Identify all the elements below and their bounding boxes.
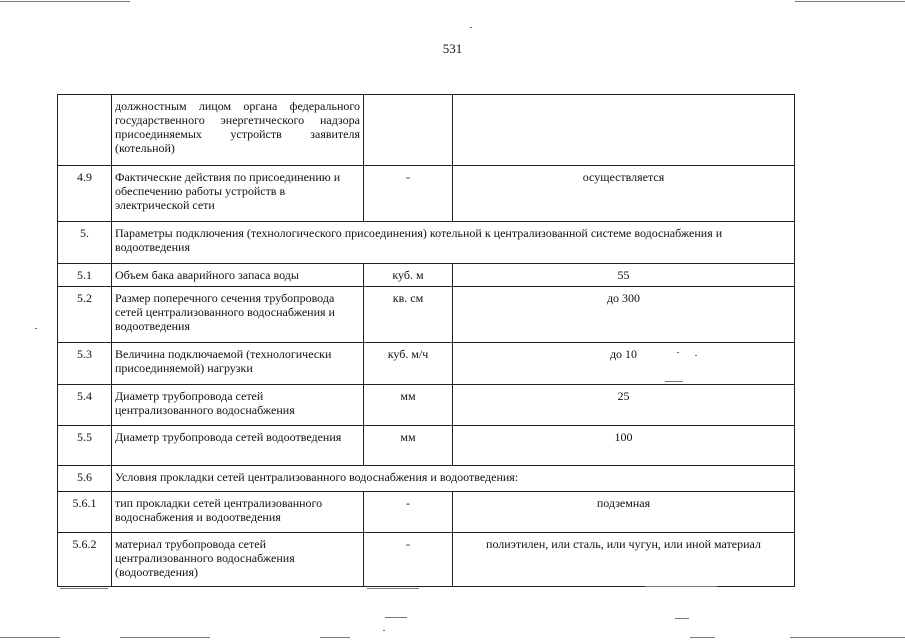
scan-artifact <box>35 328 37 329</box>
table-row <box>58 264 795 287</box>
row-name: материал трубопровода сетей централизованного водоснабжения (водоотведения) <box>112 533 364 587</box>
row-unit: куб. м/ч <box>364 343 453 385</box>
row-number: 5.1 <box>58 264 112 287</box>
row-value: 25 <box>453 385 795 426</box>
row-number: 5.6 <box>58 466 112 492</box>
row-name: Объем бака аварийного запаса воды <box>112 264 364 287</box>
table-row <box>58 287 795 343</box>
row-unit: мм <box>364 385 453 426</box>
row-name: Диаметр трубопровода сетей водоотведения <box>112 426 364 466</box>
row-number: 5.6.2 <box>58 533 112 587</box>
scan-artifact <box>320 637 350 638</box>
scan-artifact <box>645 586 717 587</box>
row-name: Величина подключаемой (технологически присоединяемой) нагрузки <box>112 343 364 385</box>
parameters-table <box>57 94 795 587</box>
table-row <box>58 95 795 166</box>
row-unit: - <box>364 533 453 587</box>
row-name: тип прокладки сетей централизованного водоснабжения и водоотведения <box>112 492 364 533</box>
row-name: Диаметр трубопровода сетей централизованного водоснабжения <box>112 385 364 426</box>
row-number: 5.2 <box>58 287 112 343</box>
row-number: 5.4 <box>58 385 112 426</box>
section-row <box>58 466 795 492</box>
row-value <box>453 95 795 166</box>
row-unit: кв. см <box>364 287 453 343</box>
row-number: 5.6.1 <box>58 492 112 533</box>
scan-artifact <box>790 637 905 638</box>
row-name: должностным лицом органа федерального государственного энергетического надзора присоединяемых устройств заявителя (котельной) <box>112 95 364 166</box>
section-title: Условия прокладки сетей централизованного водоснабжения и водоотведения: <box>112 466 795 492</box>
row-number: 5.3 <box>58 343 112 385</box>
scan-artifact <box>695 355 697 356</box>
table-row <box>58 385 795 426</box>
row-unit: - <box>364 166 453 222</box>
scan-artifact <box>665 381 683 382</box>
row-number: 5.5 <box>58 426 112 466</box>
scan-artifact <box>675 618 689 619</box>
scan-artifact <box>677 352 679 353</box>
row-number <box>58 95 112 166</box>
scan-artifact <box>470 27 472 28</box>
table-row <box>58 166 795 222</box>
row-name: Фактические действия по присоединению и обеспечению работы устройств в электрической сети <box>112 166 364 222</box>
scan-artifact <box>0 1 130 2</box>
row-number: 5. <box>58 222 112 264</box>
row-value: подземная <box>453 492 795 533</box>
row-value: осуществляется <box>453 166 795 222</box>
scan-artifact <box>690 637 715 638</box>
row-unit: куб. м <box>364 264 453 287</box>
table-row <box>58 533 795 587</box>
scan-artifact <box>120 637 210 638</box>
table-row <box>58 426 795 466</box>
scan-artifact <box>60 588 108 589</box>
table-row <box>58 492 795 533</box>
row-name: Размер поперечного сечения трубопровода сетей централизованного водоснабжения и водоотведения <box>112 287 364 343</box>
scan-artifact <box>383 630 385 631</box>
row-number: 4.9 <box>58 166 112 222</box>
scan-artifact <box>795 1 905 2</box>
scan-artifact <box>0 637 60 638</box>
scan-artifact <box>385 617 407 618</box>
scan-artifact <box>367 588 419 589</box>
row-value: 100 <box>453 426 795 466</box>
row-value: до 300 <box>453 287 795 343</box>
table-row <box>58 343 795 385</box>
page-number: 531 <box>442 41 463 56</box>
section-title: Параметры подключения (технологического присоединения) котельной к централизованной системе водоснабжения и водоотведения <box>112 222 795 264</box>
section-row <box>58 222 795 264</box>
row-unit: - <box>364 492 453 533</box>
row-unit <box>364 95 453 166</box>
row-unit: мм <box>364 426 453 466</box>
row-value: 55 <box>453 264 795 287</box>
row-value: полиэтилен, или сталь, или чугун, или иной материал <box>453 533 795 587</box>
row-value: до 10 <box>453 343 795 385</box>
